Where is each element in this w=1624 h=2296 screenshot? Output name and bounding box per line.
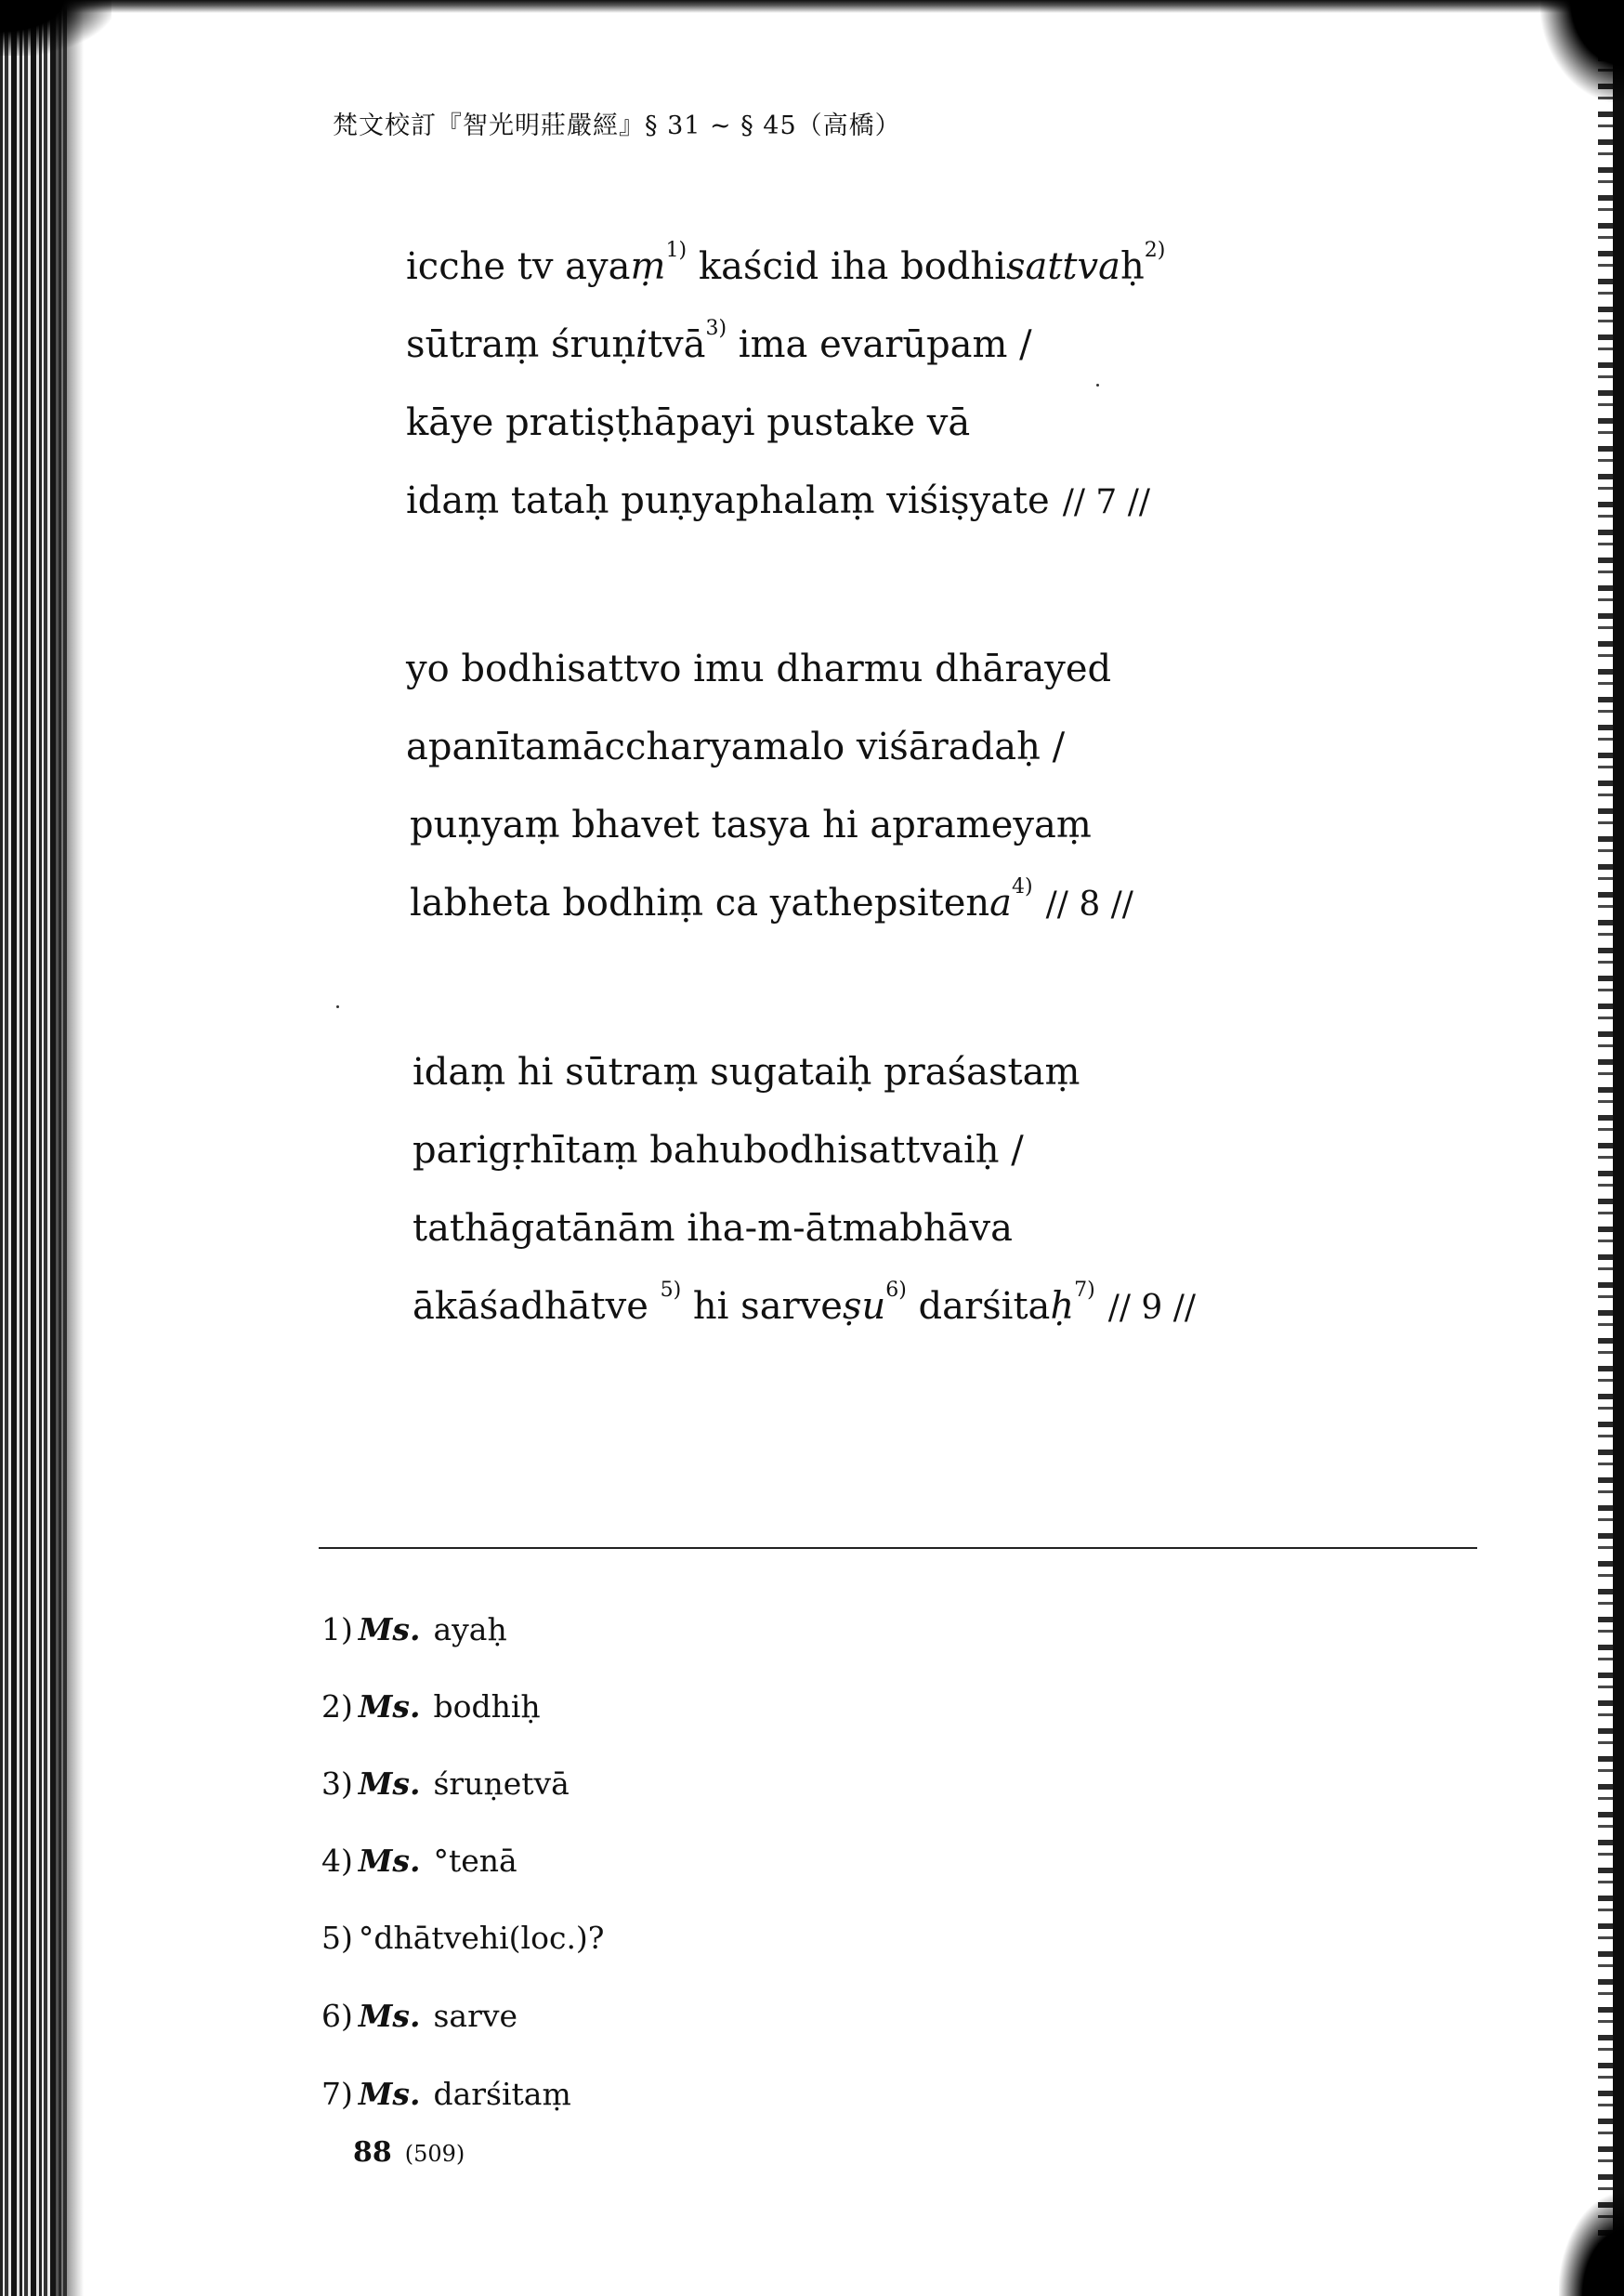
verse-text-segment: parigṛhītaṃ bahubodhisattvaiḥ / bbox=[413, 1129, 1024, 1172]
footnote-text: bodhiḥ bbox=[433, 1688, 541, 1725]
verse-italic-segment: ṣu bbox=[842, 1285, 886, 1328]
footnote-number: 3) bbox=[321, 1765, 353, 1802]
scan-edge-top bbox=[0, 0, 1624, 13]
footnote-6 bbox=[321, 1998, 518, 2034]
verse-number-marker: // 7 // bbox=[1062, 483, 1151, 521]
verse-text-segment: idaṃ hi sūtraṃ sugataiḥ praśastaṃ bbox=[413, 1051, 1080, 1094]
verse-8-line-1 bbox=[406, 650, 1111, 688]
footnote-2 bbox=[321, 1688, 541, 1725]
scan-corner-top-left bbox=[0, 0, 111, 56]
scan-corner-bottom-right bbox=[1559, 2194, 1624, 2296]
verse-text-segment: puṇyaṃ bhavet tasya hi aprameyaṃ bbox=[410, 804, 1092, 846]
verse-italic-segment: i bbox=[635, 323, 648, 366]
page-number bbox=[353, 2136, 465, 2169]
verse-9-line-2 bbox=[413, 1129, 1024, 1172]
footnote-text: °dhātvehi(loc.)? bbox=[358, 1920, 605, 1956]
verse-text-segment: tathāgatānām iha-m-ātmabhāva bbox=[413, 1207, 1013, 1250]
verse-8-line-4 bbox=[410, 875, 1133, 925]
footnote-number: 7) bbox=[321, 2076, 353, 2112]
scan-speck bbox=[336, 1005, 339, 1008]
footnote-ms: Ms. bbox=[358, 1765, 421, 1802]
verse-text-segment: yo bodhisattvo imu dharmu dhārayed bbox=[406, 648, 1112, 690]
footnote-number: 2) bbox=[321, 1688, 353, 1725]
footnote-rule bbox=[319, 1547, 1477, 1549]
footnote-ref: 4) bbox=[1012, 875, 1033, 899]
verse-text-segment: tvā bbox=[647, 323, 706, 366]
verse-text-segment: labheta bodhiṃ ca yathepsiten bbox=[410, 882, 990, 925]
footnote-7 bbox=[321, 2076, 571, 2112]
footnote-text: śruṇetvā bbox=[433, 1765, 570, 1802]
running-head: 梵文校訂『智光明莊嚴經』§ 31 ~ § 45（高橋） bbox=[333, 112, 901, 140]
footnote-ms: Ms. bbox=[358, 1611, 421, 1647]
folio-original: (509) bbox=[404, 2141, 465, 2167]
footnote-4 bbox=[321, 1843, 517, 1879]
verse-text-segment: darśita bbox=[906, 1285, 1051, 1328]
footnote-ms: Ms. bbox=[358, 2076, 421, 2112]
footnote-ref: 2) bbox=[1144, 239, 1166, 262]
verse-7-line-2 bbox=[406, 317, 1032, 366]
verse-7-line-1 bbox=[406, 239, 1166, 288]
scan-speck bbox=[1096, 384, 1099, 387]
verse-italic-segment: ḥ bbox=[1050, 1285, 1075, 1328]
footnote-5 bbox=[321, 1920, 605, 1956]
verse-text-segment: idaṃ tataḥ puṇyaphalaṃ viśiṣyate bbox=[406, 479, 1050, 522]
footnote-ms: Ms. bbox=[358, 1998, 421, 2034]
footnote-ref: 7) bbox=[1074, 1279, 1095, 1302]
footnote-text: °tenā bbox=[433, 1843, 517, 1879]
scan-corner-top-right bbox=[1540, 0, 1624, 102]
footnote-ms: Ms. bbox=[358, 1843, 421, 1879]
footnote-text: sarve bbox=[433, 1998, 518, 2034]
verse-text-segment: kaścid iha bodhi bbox=[687, 245, 1006, 288]
verse-9-line-1 bbox=[413, 1051, 1080, 1094]
footnote-text: darśitaṃ bbox=[433, 2076, 571, 2112]
footnote-ref: 5) bbox=[660, 1279, 682, 1302]
verse-9-line-3 bbox=[413, 1207, 1013, 1250]
verse-text-segment: ḥ bbox=[1120, 245, 1145, 288]
verse-number-marker: // 9 // bbox=[1107, 1289, 1197, 1327]
footnote-ref: 1) bbox=[665, 239, 688, 262]
verse-text-segment: ima evarūpam / bbox=[727, 323, 1032, 366]
footnote-number: 1) bbox=[321, 1611, 353, 1647]
verse-text-segment: apanītamāccharyamalo viśāradaḥ / bbox=[406, 726, 1066, 768]
footnote-1 bbox=[321, 1611, 507, 1647]
verse-8-line-2 bbox=[406, 728, 1065, 766]
verse-text-segment: kāye pratiṣṭhāpayi pustake vā bbox=[406, 401, 971, 444]
footnote-text: ayaḥ bbox=[433, 1611, 507, 1647]
footnote-ref: 3) bbox=[705, 317, 727, 340]
verse-9-line-4 bbox=[413, 1279, 1197, 1328]
folio-page: 88 bbox=[353, 2136, 392, 2169]
verse-8-line-3 bbox=[410, 804, 1092, 846]
scan-edge-right-band bbox=[1613, 0, 1624, 2296]
verse-text-segment: sūtraṃ śruṇ bbox=[406, 323, 636, 366]
footnote-3 bbox=[321, 1765, 570, 1802]
verse-text-segment: icche tv aya bbox=[406, 245, 631, 288]
verse-number-marker: // 8 // bbox=[1045, 886, 1133, 924]
footnote-ms: Ms. bbox=[358, 1688, 421, 1725]
verse-italic-segment: ṃ bbox=[630, 245, 666, 288]
verse-text-segment: hi sarve bbox=[681, 1285, 843, 1328]
scan-edge-left-shadow bbox=[56, 0, 84, 2296]
footnote-number: 6) bbox=[321, 1998, 353, 2034]
verse-text-segment: ākāśadhātve bbox=[413, 1285, 661, 1328]
verse-7-line-3 bbox=[406, 401, 971, 444]
verse-7-line-4 bbox=[406, 479, 1151, 522]
verse-italic-segment: a bbox=[989, 882, 1013, 925]
footnote-number: 4) bbox=[321, 1843, 353, 1879]
footnote-number: 5) bbox=[321, 1920, 353, 1956]
footnote-ref: 6) bbox=[885, 1279, 907, 1302]
verse-italic-segment: sattva bbox=[1005, 245, 1120, 288]
